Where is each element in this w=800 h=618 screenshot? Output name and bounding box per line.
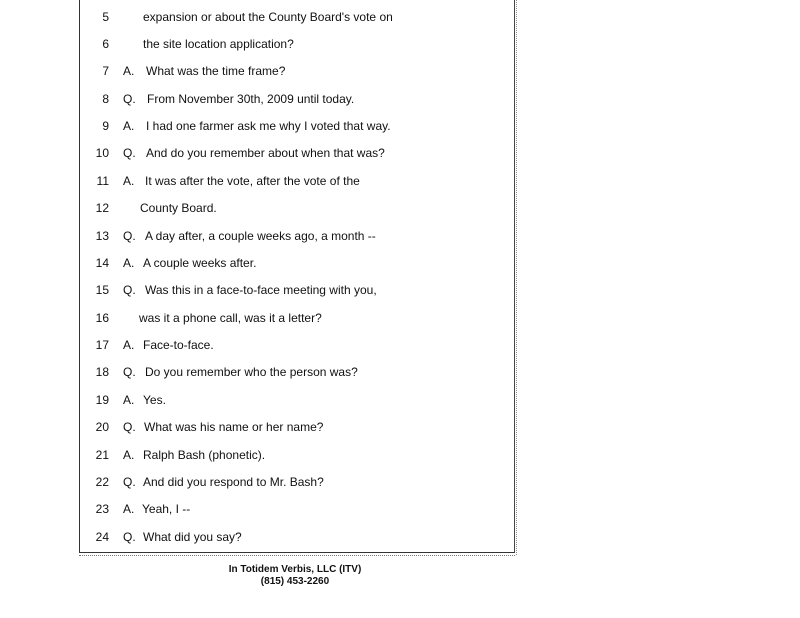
transcript-line [79,335,513,355]
speaker-label: A. [123,64,135,78]
line-text: the site location application? [143,37,294,51]
line-number: 24 [95,530,109,544]
speaker-label: Q. [123,530,136,544]
transcript-line [79,34,513,54]
line-number: 5 [102,10,109,24]
line-text: Yeah, I -- [142,502,191,516]
transcript-line [79,143,513,163]
line-text: A couple weeks after. [143,256,257,270]
line-text: was it a phone call, was it a letter? [139,311,322,325]
speaker-label: A. [123,502,135,516]
line-number: 22 [95,475,109,489]
speaker-label: Q. [123,420,136,434]
line-number: 21 [95,448,109,462]
line-number: 18 [95,365,109,379]
line-number: 23 [95,502,109,516]
transcript-line [79,362,513,382]
page-edge-bottom [79,554,515,556]
line-text: And do you remember about when that was? [146,146,385,160]
speaker-label: Q. [123,146,136,160]
speaker-label: A. [123,119,135,133]
line-number: 16 [95,311,109,325]
transcript-line [79,472,513,492]
speaker-label: Q. [123,92,136,106]
transcript-line [79,527,513,547]
line-number: 9 [102,119,109,133]
line-text: And did you respond to Mr. Bash? [143,475,324,489]
speaker-label: Q. [123,475,136,489]
page-edge-right [514,0,517,555]
speaker-label: Q. [123,365,136,379]
line-number: 8 [102,92,109,106]
line-text: It was after the vote, after the vote of the [145,174,360,188]
line-number: 10 [95,146,109,160]
transcript-line [79,499,513,519]
line-text: What did you say? [143,530,242,544]
transcript-line [79,445,513,465]
line-text: A day after, a couple weeks ago, a month -- [145,229,376,243]
speaker-label: Q. [123,229,136,243]
transcript-line [79,198,513,218]
line-number: 20 [95,420,109,434]
footer-phone: (815) 453-2260 [260,576,330,587]
transcript-line [79,61,513,81]
transcript-line [79,7,513,27]
speaker-label: A. [123,393,135,407]
speaker-label: A. [123,448,135,462]
speaker-label: A. [123,174,135,188]
line-text: From November 30th, 2009 until today. [147,92,355,106]
line-text: I had one farmer ask me why I voted that way. [146,119,391,133]
speaker-label: A. [123,256,135,270]
transcript-line [79,226,513,246]
line-text: Was this in a face-to-face meeting with you, [145,283,377,297]
line-number: 17 [95,338,109,352]
transcript-line [79,253,513,273]
transcript-line [79,280,513,300]
line-number: 14 [95,256,109,270]
line-text: expansion or about the County Board's vote on [143,10,393,24]
line-number: 13 [95,229,109,243]
line-text: Ralph Bash (phonetic). [143,448,266,462]
line-text: Yes. [143,393,166,407]
transcript-line [79,89,513,109]
transcript-line [79,390,513,410]
line-text: Face-to-face. [143,338,214,352]
transcript-border [79,0,515,553]
speaker-label: Q. [123,283,136,297]
line-number: 12 [95,201,109,215]
line-number: 19 [95,393,109,407]
transcript-line [79,116,513,136]
line-number: 15 [95,283,109,297]
line-number: 11 [96,174,109,188]
line-text: County Board. [140,201,217,215]
transcript-line [79,171,513,191]
line-text: Do you remember who the person was? [145,365,358,379]
line-text: What was the time frame? [146,64,286,78]
speaker-label: A. [123,338,135,352]
line-number: 7 [102,64,109,78]
line-text: What was his name or her name? [144,420,324,434]
transcript-line [79,308,513,328]
transcript-line [79,417,513,437]
line-number: 6 [102,37,109,51]
footer-company: In Totidem Verbis, LLC (ITV) [228,564,362,575]
